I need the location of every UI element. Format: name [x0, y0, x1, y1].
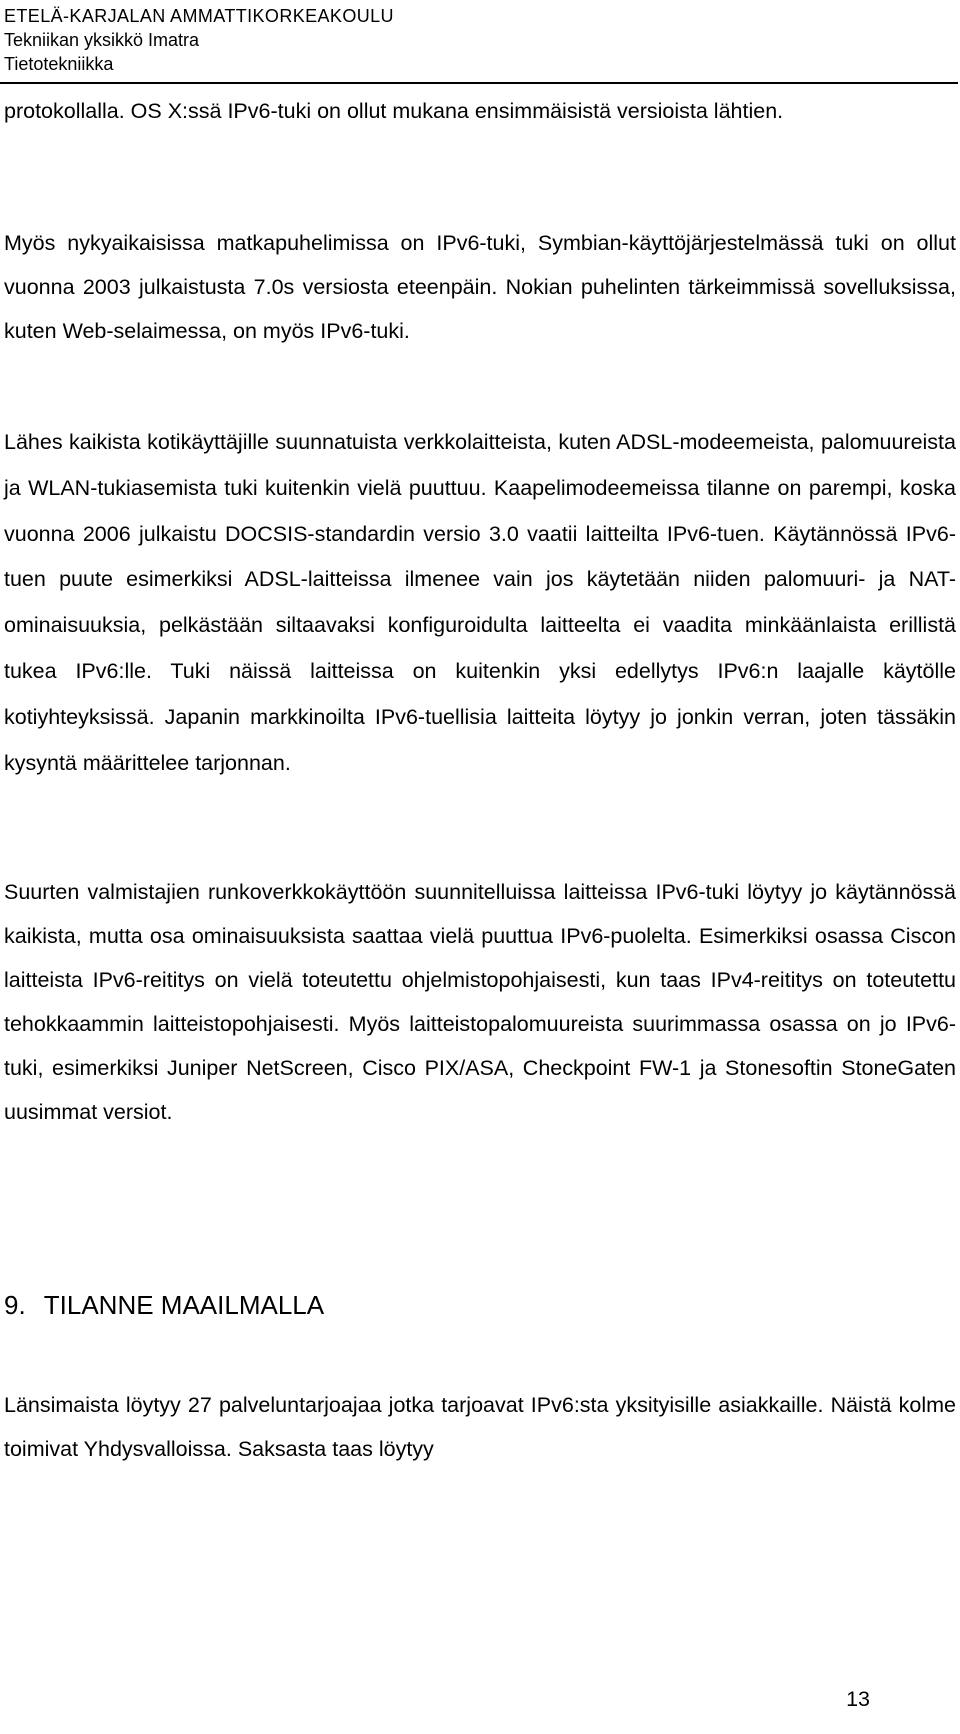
header-unit: Tekniikan yksikkö Imatra: [4, 30, 200, 50]
header-institution: ETELÄ-KARJALAN AMMATTIKORKEAKOULU: [4, 6, 394, 26]
paragraph-backbone-devices: Suurten valmistajien runkoverkkokäyttöön suunnitelluissa laitteissa IPv6-tuki löytyy jo käytännössä kaikista, mutta osa ominaisuuksista saattaa vielä puuttua IPv6-puolelta. Esimerkiksi osassa Ciscon laitteista IPv6-reititys on vielä toteutettu ohjelmistopohjaisesti, kun taas IPv4-reititys on toteutettu tehokkaammin laitteistopohjaisesti. Myös laitteistopalomuureista suurimmassa osassa on jo IPv6-tuki, esimerkiksi Juniper NetScreen, Cisco PIX/ASA, Checkpoint FW-1 ja Stonesoftin StoneGaten uusimmat versiot.: [4, 880, 956, 1124]
header-department: Tietotekniikka: [4, 54, 114, 74]
paragraph-os-x: protokollalla. OS X:ssä IPv6-tuki on ollut mukana ensimmäisistä versioista lähtien.: [4, 99, 784, 123]
header-divider: [0, 82, 958, 84]
section-title: TILANNE MAAILMALLA: [43, 1290, 325, 1320]
paragraph-service-providers: Länsimaista löytyy 27 palveluntarjoajaa jotka tarjoavat IPv6:sta yksityisille asiakkaille. Näistä kolme toimivat Yhdysvalloissa. Saksasta taas löytyy: [4, 1393, 956, 1461]
paragraph-mobile-phones: Myös nykyaikaisissa matkapuhelimissa on IPv6-tuki, Symbian-käyttöjärjestelmässä tuki on ollut vuonna 2003 julkaistusta 7.0s versiosta eteenpäin. Nokian puhelinten tärkeimmissä sovelluksissa, kuten Web-selaimessa, on myös IPv6-tuki.: [4, 231, 956, 343]
section-heading: [4, 1283, 324, 1327]
section-number: 9.: [4, 1290, 26, 1320]
page-number: 13: [846, 1687, 870, 1711]
paragraph-home-devices: Lähes kaikista kotikäyttäjille suunnatuista verkkolaitteista, kuten ADSL-modeemeista, palomuureista ja WLAN-tukiasemista tuki kuitenkin vielä puuttuu. Kaapelimodeemeissa tilanne on parempi, koska vuonna 2006 julkaistu DOCSIS-standardin versio 3.0 vaatii laitteilta IPv6-tuen. Käytännössä IPv6-tuen puute esimerkiksi ADSL-laitteissa ilmenee vain jos käytetään niiden palomuuri- ja NAT-ominaisuuksia, pelkästään siltaavaksi konfiguroidulta laitteelta ei vaadita minkäänlaista erillistä tukea IPv6:lle. Tuki näissä laitteissa on kuitenkin yksi edellytys IPv6:n laajalle käytölle kotiyhteyksissä. Japanin markkinoilta IPv6-tuellisia laitteita löytyy jo jonkin verran, joten tässäkin kysyntä määrittelee tarjonnan.: [4, 430, 956, 775]
page-header: [4, 4, 394, 76]
